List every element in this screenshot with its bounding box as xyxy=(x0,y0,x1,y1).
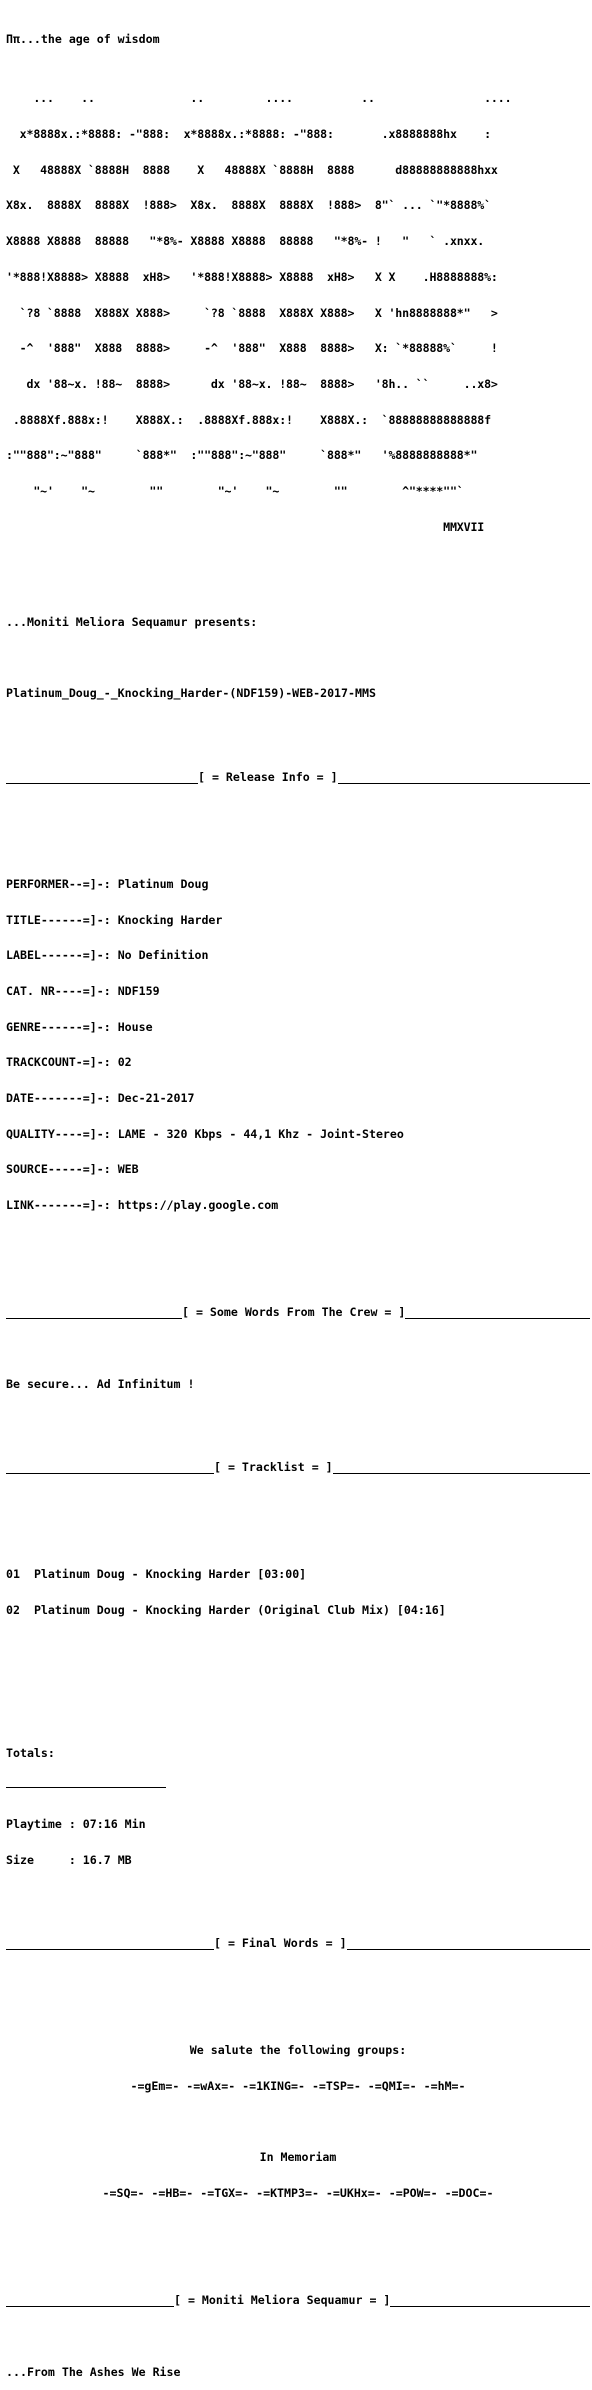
info-row xyxy=(6,1164,590,1176)
ascii-art-line: `?8 `8888 X888X X888> `?8 `8888 X888X X888> X 'hn8888888*" > xyxy=(6,305,498,320)
totals-size: Size : 16.7 MB xyxy=(6,1852,132,1867)
info-value: WEB xyxy=(117,1162,139,1177)
info-row xyxy=(6,1093,590,1105)
section-header-tracklist: [ = Tracklist = ] xyxy=(6,1462,590,1474)
track-title: Platinum Doug - Knocking Harder [03:00] xyxy=(33,1567,307,1582)
ascii-art-line: x*8888x.:*8888: -"888: x*8888x.:*8888: -"888: .x8888888hx : xyxy=(6,127,491,142)
info-value: 02 xyxy=(117,1055,132,1070)
info-row xyxy=(6,1200,590,1212)
ascii-art-line: dx '88~x. !88~ 8888> dx '88~x. !88~ 8888> '8h.. `` ..x8> xyxy=(6,376,498,391)
info-row xyxy=(6,1057,590,1069)
ascii-art-logo xyxy=(6,70,590,558)
totals-divider xyxy=(6,1783,166,1788)
totals-playtime: Playtime : 07:16 Min xyxy=(6,1817,146,1832)
info-key: LABEL------=]-: xyxy=(6,948,111,963)
info-row xyxy=(6,1126,590,1141)
track-row xyxy=(6,1602,590,1617)
playtime-value: 07:16 Min xyxy=(82,1817,146,1832)
info-key: QUALITY----=]-: xyxy=(6,1126,111,1141)
release-name: Platinum_Doug_-_Knocking_Harder-(NDF159)-WEB-2017-MMS xyxy=(6,686,376,701)
track-title: Platinum Doug - Knocking Harder (Original Club Mix) [04:16] xyxy=(33,1602,446,1617)
track-number: 01 xyxy=(6,1567,20,1582)
ascii-art-line: .8888Xf.888x:! X888X.: .8888Xf.888x:! X888X.: `88888888888888f xyxy=(6,412,491,427)
section-header-crew-words: [ = Some Words From The Crew = ] xyxy=(6,1307,590,1319)
ascii-art-line: X8x. 8888X 8888X !888> X8x. 8888X 8888X !888> 8"` ... `"*8888%` xyxy=(6,198,491,213)
info-value: NDF159 xyxy=(117,983,160,998)
memoriam-title: In Memoriam xyxy=(259,2150,337,2165)
salute-line: We salute the following groups: xyxy=(189,2043,407,2058)
nfo-document xyxy=(6,10,590,2390)
track-row xyxy=(6,1569,590,1581)
size-value: 16.7 MB xyxy=(82,1852,132,1867)
section-header-final-words: [ = Final Words = ] xyxy=(6,1938,590,1950)
info-key: DATE-------=]-: xyxy=(6,1091,111,1106)
section-header-release-info: [ = Release Info = ] xyxy=(6,772,590,784)
info-row xyxy=(6,912,590,927)
final-words-block xyxy=(6,2022,590,2224)
ascii-art-line: :""888":~"888" `888*" :""888":~"888" `888*" '%8888888888*" xyxy=(6,448,478,463)
info-key: GENRE------=]-: xyxy=(6,1019,111,1034)
track-number: 02 xyxy=(6,1602,20,1617)
salute-groups: -=gEm=- -=wAx=- -=1KING=- -=TSP=- -=QMI=- -=hM=- xyxy=(130,2079,466,2094)
info-key: SOURCE-----=]-: xyxy=(6,1162,111,1177)
closing-line: ...From The Ashes We Rise xyxy=(6,2364,181,2379)
info-value: Platinum Doug xyxy=(117,876,209,891)
info-value: LAME - 320 Kbps - 44,1 Khz - Joint-Stereo xyxy=(117,1126,404,1141)
info-row xyxy=(6,983,590,998)
intro-line: Ππ...the age of wisdom xyxy=(6,31,160,46)
info-key: TITLE------=]-: xyxy=(6,912,111,927)
tracklist xyxy=(6,1545,590,1640)
info-key: LINK-------=]-: xyxy=(6,1198,111,1213)
ascii-art-line: X8888 X8888 88888 "*8%- X8888 X8888 88888 "*8%- ! " ` .xnxx. xyxy=(6,234,485,249)
info-value: House xyxy=(117,1019,153,1034)
info-value: https://play.google.com xyxy=(117,1198,279,1213)
ascii-art-line: ... .. .. .... .. .... xyxy=(6,91,512,106)
info-value: Knocking Harder xyxy=(117,912,223,927)
info-row xyxy=(6,950,590,962)
ascii-art-line: '*888!X8888> X8888 xH8> '*888!X8888> X8888 xH8> X X .H8888888%: xyxy=(6,269,498,284)
memoriam-groups: -=SQ=- -=HB=- -=TGX=- -=KTMP3=- -=UKHx=- -=POW=- -=DOC=- xyxy=(102,2186,494,2201)
ascii-art-line: "~' "~ "" "~' "~ "" ^"****""` xyxy=(6,484,464,499)
info-value: Dec-21-2017 xyxy=(117,1091,195,1106)
crew-message: Be secure... Ad Infinitum ! xyxy=(6,1376,195,1391)
info-value: No Definition xyxy=(117,948,209,963)
totals-heading: Totals: xyxy=(6,1745,55,1760)
info-key: TRACKCOUNT-=]-: xyxy=(6,1055,111,1070)
info-key: CAT. NR----=]-: xyxy=(6,983,111,998)
ascii-art-signature: MMXVII xyxy=(6,519,485,534)
presents-line: ...Moniti Meliora Sequamur presents: xyxy=(6,614,258,629)
release-info-block xyxy=(6,855,590,1236)
ascii-art-line: -^ '888" X888 8888> -^ '888" X888 8888> X: `*88888%` ! xyxy=(6,341,498,356)
section-header-footer: [ = Moniti Meliora Sequamur = ] xyxy=(6,2295,590,2307)
ascii-art-line: X 48888X `8888H 8888 X 48888X `8888H 8888 d88888888888hxx xyxy=(6,162,498,177)
info-row xyxy=(6,1019,590,1034)
info-key: PERFORMER--=]-: xyxy=(6,876,111,891)
info-row xyxy=(6,876,590,891)
